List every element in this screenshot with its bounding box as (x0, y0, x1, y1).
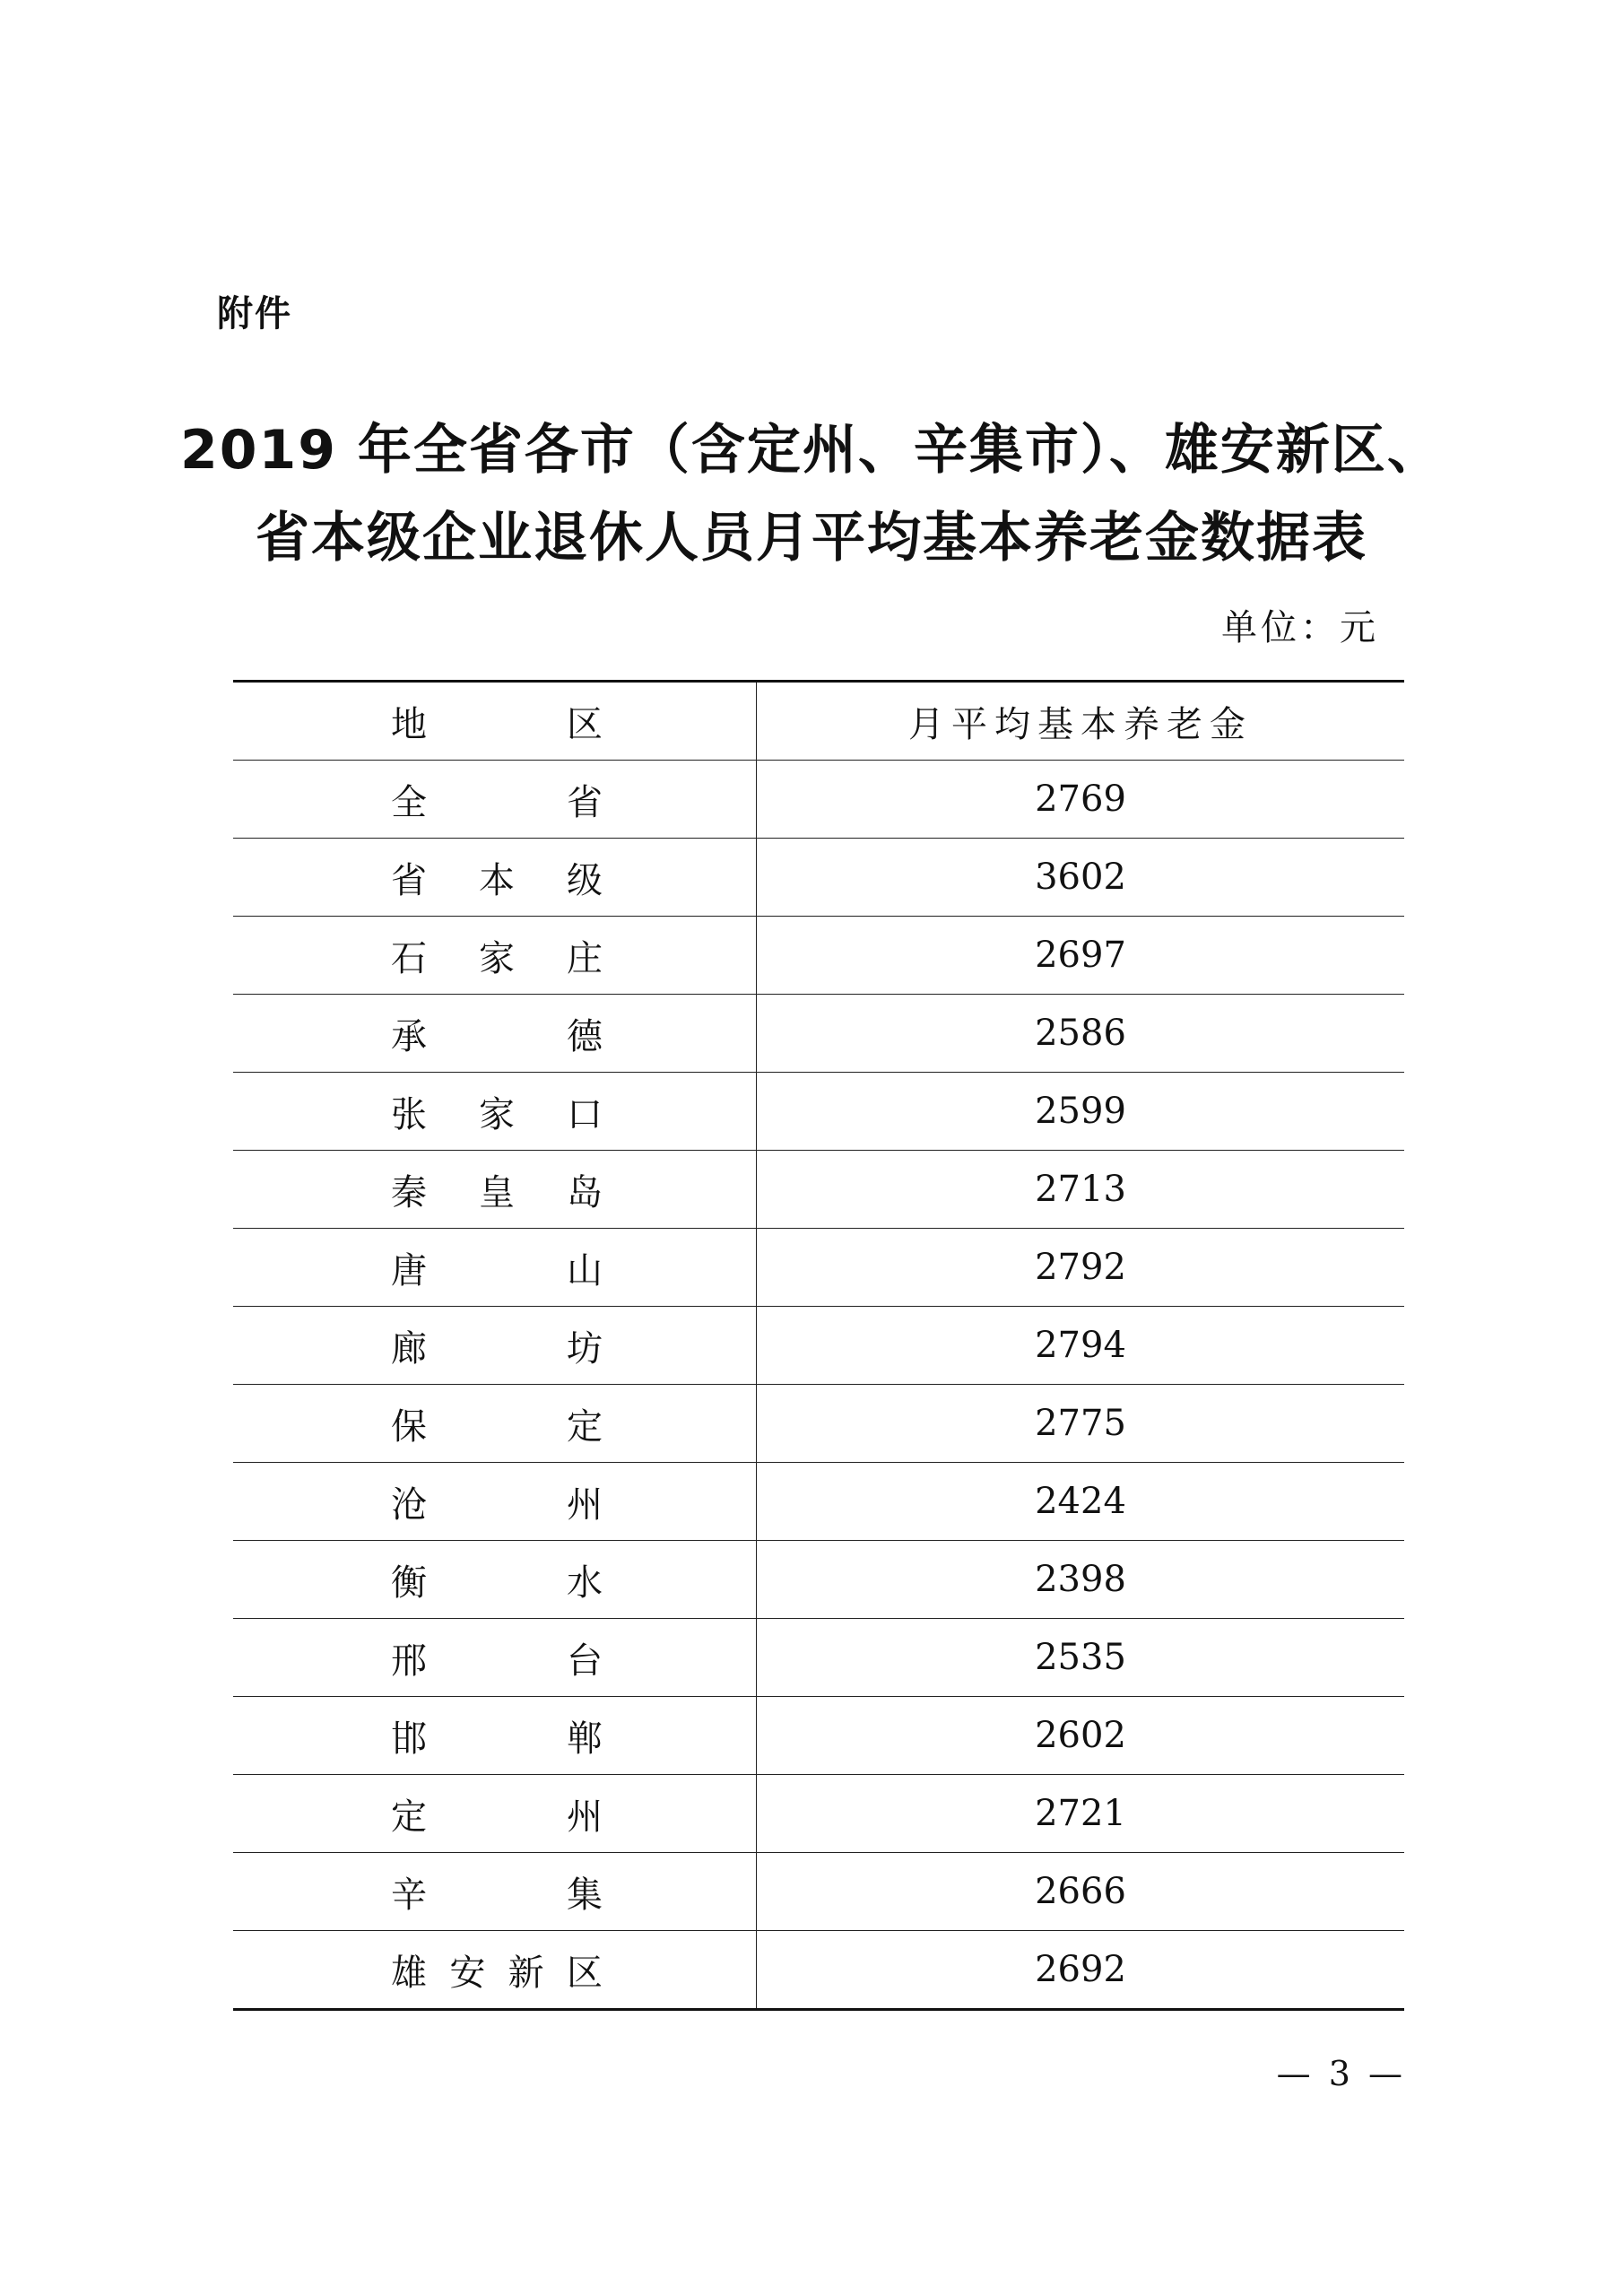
pension-value: 2769 (757, 761, 1405, 839)
region-name: 邯 郸 (391, 1718, 603, 1760)
attachment-label: 附件 (217, 293, 292, 335)
pension-value: 2794 (757, 1307, 1405, 1385)
table-row (233, 1931, 1404, 2010)
region-cell (233, 1619, 757, 1697)
region-name: 衡 水 (391, 1561, 603, 1604)
region-cell (233, 995, 757, 1073)
region-cell (233, 839, 757, 917)
region-cell (233, 1151, 757, 1229)
page-number: — 3 — (1276, 2054, 1406, 2093)
pension-value: 2792 (757, 1229, 1405, 1307)
region-cell (233, 1931, 757, 2010)
region-name: 邢 台 (391, 1639, 603, 1682)
pension-value: 2602 (757, 1697, 1405, 1775)
pension-value: 2697 (757, 917, 1405, 995)
region-cell (233, 1697, 757, 1775)
pension-value: 2692 (757, 1931, 1405, 2010)
region-cell (233, 1229, 757, 1307)
region-name: 全 省 (391, 781, 603, 823)
table-row (233, 1775, 1404, 1853)
region-name: 省 本 级 (391, 859, 603, 901)
region-cell (233, 1307, 757, 1385)
pension-value: 2398 (757, 1541, 1405, 1619)
document-title-line-1: 2019 年全省各市（含定州、辛集市）、雄安新区、 (180, 419, 1443, 482)
region-cell (233, 1463, 757, 1541)
region-name: 保 定 (391, 1405, 603, 1448)
region-cell (233, 1385, 757, 1463)
pension-value: 2599 (757, 1073, 1405, 1151)
unit-label: 单位：元 (1221, 607, 1379, 648)
region-name: 定 州 (391, 1796, 603, 1838)
region-name: 张 家 口 (391, 1093, 603, 1135)
pension-value: 3602 (757, 839, 1405, 917)
pension-value: 2586 (757, 995, 1405, 1073)
pension-data-table (233, 680, 1404, 2011)
table-row (233, 1697, 1404, 1775)
pension-value: 2535 (757, 1619, 1405, 1697)
region-cell (233, 761, 757, 839)
table-row (233, 1385, 1404, 1463)
region-name: 唐 山 (391, 1249, 603, 1292)
region-cell (233, 1073, 757, 1151)
table-header-row (233, 682, 1404, 761)
region-name: 石 家 庄 (391, 937, 603, 979)
pension-value: 2721 (757, 1775, 1405, 1853)
document-title-line-2: 省本级企业退休人员月平均基本养老金数据表 (256, 507, 1367, 570)
region-cell (233, 1541, 757, 1619)
pension-value: 2666 (757, 1853, 1405, 1931)
table-row (233, 761, 1404, 839)
header-region-label: 地 区 (391, 703, 603, 745)
region-name: 雄 安 新 区 (391, 1952, 603, 1994)
region-name: 廊 坊 (391, 1327, 603, 1370)
pension-value: 2713 (757, 1151, 1405, 1229)
table-row (233, 1073, 1404, 1151)
table-row (233, 1463, 1404, 1541)
region-cell (233, 1853, 757, 1931)
pension-value: 2424 (757, 1463, 1405, 1541)
header-pension: 月平均基本养老金 (908, 703, 1253, 745)
table-row (233, 1151, 1404, 1229)
region-cell (233, 917, 757, 995)
table-row (233, 1853, 1404, 1931)
pension-value: 2775 (757, 1385, 1405, 1463)
region-name: 沧 州 (391, 1483, 603, 1526)
table-row (233, 1229, 1404, 1307)
region-name: 秦 皇 岛 (391, 1171, 603, 1213)
region-name: 承 德 (391, 1015, 603, 1057)
table-row (233, 839, 1404, 917)
table-row (233, 1307, 1404, 1385)
table-row (233, 917, 1404, 995)
region-cell (233, 1775, 757, 1853)
table-row (233, 1541, 1404, 1619)
table-row (233, 1619, 1404, 1697)
header-region (233, 682, 757, 761)
table-row (233, 995, 1404, 1073)
region-name: 辛 集 (391, 1874, 603, 1916)
